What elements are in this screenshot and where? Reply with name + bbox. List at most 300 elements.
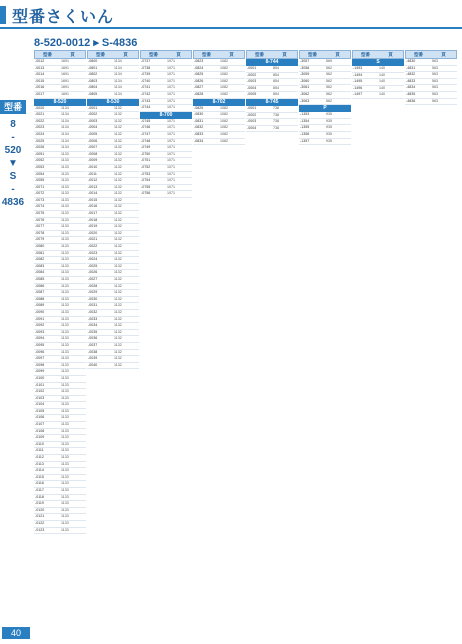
page-ref-cell: 1132 — [114, 131, 122, 136]
part-number-cell: -0007 — [88, 145, 98, 150]
table-row — [193, 79, 245, 86]
table-row — [352, 92, 404, 99]
section-header: 8-700 — [140, 112, 192, 119]
page-ref-cell: 1133 — [61, 488, 69, 492]
part-number-cell: -0100 — [35, 375, 45, 380]
page-ref-cell: 935 — [326, 138, 332, 143]
table-row — [34, 145, 86, 152]
page-ref-cell: 1082 — [220, 85, 228, 90]
page-ref-cell: 1071 — [167, 178, 175, 183]
table-row — [34, 277, 86, 284]
table-row — [246, 113, 298, 120]
page-ref-cell: 1134 — [114, 78, 122, 83]
page-ref-cell: 1082 — [220, 105, 228, 110]
section-header: P — [299, 105, 351, 112]
page-ref-cell: 1133 — [61, 244, 69, 249]
part-number-cell: -0003 — [247, 79, 257, 84]
index-range: 8-520-0012 ▸ S-4836 — [34, 37, 138, 49]
table-row — [299, 72, 351, 79]
page-ref-cell: 854 — [273, 79, 279, 84]
table-row — [87, 363, 139, 370]
part-number-cell: -0123 — [35, 527, 45, 532]
table-row — [87, 277, 139, 284]
page-ref-cell: 1132 — [114, 257, 122, 262]
page-ref-cell: 1133 — [61, 303, 69, 308]
part-number-cell: -0006 — [88, 138, 98, 143]
part-number-cell: -3062 — [300, 91, 310, 96]
part-number-cell: -0741 — [141, 85, 151, 90]
part-number-cell: -0021 — [35, 112, 45, 117]
table-row — [87, 317, 139, 324]
part-number-cell: -0092 — [35, 323, 45, 328]
page-ref-cell: 1134 — [61, 138, 69, 143]
page-ref-cell: 1133 — [61, 178, 69, 183]
part-number-cell: -0019 — [88, 224, 98, 229]
column-header-cell: 型番 — [149, 52, 158, 57]
page-ref-cell: 1071 — [167, 105, 175, 110]
page-ref-cell: 1071 — [167, 184, 175, 189]
part-number-cell: -0014 — [35, 72, 45, 77]
page-ref-cell: 140 — [379, 72, 385, 77]
part-number-cell: -0004 — [88, 125, 98, 130]
page-ref-cell: 1132 — [114, 171, 122, 176]
part-number-cell: -0072 — [35, 191, 45, 196]
side-range-mid: 520 — [4, 145, 22, 156]
part-number-cell: -0033 — [88, 316, 98, 321]
table-row — [193, 119, 245, 126]
table-row — [34, 501, 86, 508]
part-number-cell: -0737 — [141, 59, 151, 63]
part-number-cell: -0031 — [88, 303, 98, 308]
page-ref-cell: 1133 — [61, 296, 69, 301]
table-row — [34, 132, 86, 139]
part-number-cell: -0098 — [35, 362, 45, 367]
table-row — [140, 145, 192, 152]
table-row — [87, 79, 139, 86]
table-row — [405, 72, 457, 79]
part-number-cell: -0010 — [88, 164, 98, 169]
part-number-cell: -0743 — [141, 98, 151, 103]
table-row — [34, 317, 86, 324]
page-ref-cell: 1132 — [114, 224, 122, 229]
table-row — [34, 165, 86, 172]
part-number-cell: -0011 — [88, 171, 97, 176]
side-tab-label: 型番 — [0, 100, 26, 114]
section-header: 8-702 — [193, 99, 245, 106]
page-ref-cell: 563 — [432, 59, 438, 63]
part-number-cell: -0120 — [35, 507, 45, 512]
part-number-cell: -0121 — [35, 514, 45, 519]
part-number-cell: -4834 — [406, 85, 416, 90]
part-number-cell: -0002 — [247, 72, 257, 77]
page-ref-cell: 1133 — [61, 501, 69, 506]
table-row — [34, 224, 86, 231]
table-row — [34, 231, 86, 238]
part-number-cell: -0087 — [35, 290, 45, 295]
table-row — [140, 165, 192, 172]
part-number-cell: -0030 — [88, 296, 98, 301]
part-number-cell: -0750 — [141, 151, 151, 156]
page-ref-cell: 1133 — [61, 342, 69, 347]
page-ref-cell: 1071 — [167, 98, 175, 103]
part-number-cell: -0017 — [88, 211, 98, 216]
page-ref-cell: 1082 — [220, 118, 228, 123]
part-number-cell: -0001 — [247, 66, 257, 70]
part-number-cell: -0753 — [141, 171, 151, 176]
table-row — [193, 139, 245, 146]
part-number-cell: -0071 — [35, 184, 45, 189]
part-number-cell: -0122 — [35, 520, 45, 525]
part-number-cell: -1356 — [300, 131, 310, 136]
part-number-cell: -0020 — [35, 105, 45, 110]
table-row — [299, 139, 351, 146]
table-row — [34, 323, 86, 330]
page-ref-cell: 1132 — [114, 118, 122, 123]
part-number-cell: -4832 — [406, 72, 416, 77]
part-number-cell: -0834 — [194, 138, 204, 143]
part-number-cell: -0106 — [35, 415, 45, 420]
part-number-cell: -0833 — [194, 131, 204, 136]
page-ref-cell: 1691 — [61, 72, 69, 77]
part-number-cell: -0003 — [88, 118, 98, 123]
page-ref-cell: 1132 — [114, 217, 122, 222]
column-header — [87, 50, 139, 59]
page-ref-cell: 1082 — [220, 131, 228, 136]
table-row — [34, 178, 86, 185]
page-ref-cell: 1132 — [114, 237, 122, 242]
table-row — [34, 264, 86, 271]
part-number-cell: -1497 — [353, 92, 363, 97]
part-number-cell: -3061 — [300, 85, 310, 90]
table-row — [34, 442, 86, 449]
table-row — [246, 86, 298, 93]
page-ref-cell: 1133 — [61, 217, 69, 222]
page-ref-cell: 1133 — [61, 158, 69, 163]
table-row — [87, 66, 139, 73]
table-row — [87, 125, 139, 132]
table-row — [34, 383, 86, 390]
part-number-cell: -0089 — [35, 303, 45, 308]
page-ref-cell: 1132 — [114, 270, 122, 275]
column-header-cell: 型番 — [202, 52, 211, 57]
part-number-cell: -3063 — [300, 98, 310, 103]
table-row — [34, 284, 86, 291]
page-ref-cell: 1133 — [61, 435, 69, 440]
side-range-low: S — [9, 171, 17, 182]
part-number-cell: -0099 — [35, 369, 45, 374]
page-ref-cell: 1133 — [61, 356, 69, 361]
page-ref-cell: 1132 — [114, 290, 122, 295]
column-header — [246, 50, 298, 59]
table-row — [299, 132, 351, 139]
side-range-top: 8 — [10, 119, 16, 130]
table-row — [299, 119, 351, 126]
page-ref-cell: 1133 — [61, 402, 69, 407]
part-number-cell: -0051 — [35, 151, 45, 156]
page-ref-cell: 1133 — [61, 441, 69, 446]
column-header-cell: 型番 — [361, 52, 370, 57]
page-ref-cell: 1071 — [167, 164, 175, 169]
part-number-cell: -0085 — [35, 277, 45, 281]
page-ref-cell: 1082 — [220, 78, 228, 83]
page-ref-cell: 1133 — [61, 151, 69, 156]
table-row — [34, 204, 86, 211]
column-header-cell: 頁 — [123, 52, 128, 57]
table-row — [87, 297, 139, 304]
page-ref-cell: 1133 — [61, 164, 69, 169]
table-row — [87, 59, 139, 66]
table-row — [193, 106, 245, 113]
part-number-cell: -0116 — [35, 481, 44, 486]
page-ref-cell: 935 — [326, 125, 332, 130]
table-row — [140, 172, 192, 179]
table-row — [246, 126, 298, 133]
column-header-cell: 型番 — [96, 52, 105, 57]
table-row — [34, 191, 86, 198]
part-number-cell: -0004 — [247, 125, 257, 130]
table-row — [246, 119, 298, 126]
part-number-cell: -0012 — [88, 178, 98, 183]
side-range-dash1: - — [11, 132, 15, 143]
table-row — [34, 139, 86, 146]
table-row — [87, 330, 139, 337]
part-number-cell: -0025 — [88, 263, 98, 268]
part-number-cell: -0015 — [88, 197, 98, 202]
page-ref-cell: 1082 — [220, 125, 228, 130]
part-number-cell: -0035 — [88, 329, 98, 334]
part-number-cell: -0020 — [88, 230, 98, 235]
page-ref-cell: 1133 — [61, 197, 69, 202]
part-number-cell: -0744 — [141, 105, 151, 110]
part-number-cell: -0023 — [88, 250, 98, 255]
part-number-cell: -0084 — [35, 270, 45, 275]
table-row — [87, 218, 139, 225]
page-ref-cell: 1133 — [61, 250, 69, 255]
table-row — [34, 172, 86, 179]
table-row — [34, 389, 86, 396]
part-number-cell: -0739 — [141, 72, 151, 77]
page-ref-cell: 1133 — [61, 316, 69, 321]
page-ref-cell: 1132 — [114, 112, 122, 117]
part-number-cell: -0078 — [35, 230, 45, 235]
page-ref-cell: 1133 — [61, 382, 69, 387]
part-number-cell: -0054 — [35, 171, 45, 176]
index-column — [34, 50, 86, 622]
page-ref-cell: 1071 — [167, 138, 175, 143]
page-ref-cell: 935 — [326, 131, 332, 136]
page-ref-cell: 1691 — [61, 78, 69, 83]
part-number-cell: -0022 — [35, 118, 45, 123]
table-row — [87, 343, 139, 350]
index-column — [87, 50, 139, 622]
part-number-cell: -0829 — [194, 105, 204, 110]
table-row — [87, 145, 139, 152]
part-number-cell: -0024 — [88, 257, 98, 262]
part-number-cell: -0117 — [35, 488, 44, 492]
page-number: 40 — [2, 627, 30, 639]
table-row — [140, 125, 192, 132]
part-number-cell: -0738 — [141, 65, 151, 70]
table-row — [34, 237, 86, 244]
part-number-cell: -0107 — [35, 422, 45, 427]
part-number-cell: -0013 — [35, 65, 45, 70]
page-ref-cell: 1134 — [114, 91, 122, 96]
page-ref-cell: 1132 — [114, 296, 122, 301]
table-row — [34, 495, 86, 502]
table-row — [87, 257, 139, 264]
page-ref-cell: 1133 — [61, 323, 69, 328]
part-number-cell: -0082 — [35, 257, 45, 262]
column-header-cell: 頁 — [335, 52, 340, 57]
page-ref-cell: 1132 — [114, 336, 122, 341]
page-ref-cell: 854 — [273, 85, 279, 90]
page-ref-cell: 1691 — [61, 85, 69, 90]
page-ref-cell: 1134 — [61, 105, 69, 110]
table-row — [34, 396, 86, 403]
side-range-dash2: - — [11, 184, 15, 195]
table-row — [140, 99, 192, 106]
table-row — [34, 119, 86, 126]
page-ref-cell: 738 — [273, 125, 279, 130]
page-ref-cell: 1132 — [114, 250, 122, 255]
page-ref-cell: 1082 — [220, 91, 228, 96]
table-row — [34, 290, 86, 297]
page-ref-cell: 563 — [432, 65, 438, 70]
page-ref-cell: 1071 — [167, 91, 175, 96]
table-row — [34, 336, 86, 343]
table-row — [87, 310, 139, 317]
page-ref-cell: 935 — [326, 118, 332, 123]
page-ref-cell: 1071 — [167, 118, 175, 123]
part-number-cell: -0831 — [194, 118, 204, 123]
column-header-cell: 頁 — [388, 52, 393, 57]
page-ref-cell: 1133 — [61, 468, 69, 473]
table-row — [87, 185, 139, 192]
part-number-cell: -0756 — [141, 191, 151, 196]
page-ref-cell: 1132 — [114, 356, 122, 361]
part-number-cell: -0751 — [141, 158, 151, 163]
table-row — [34, 508, 86, 515]
page-ref-cell: 1133 — [61, 257, 69, 262]
page-ref-cell: 563 — [432, 78, 438, 83]
part-number-cell: -0749 — [141, 145, 151, 150]
page-ref-cell: 738 — [273, 119, 279, 124]
page-ref-cell: 1133 — [61, 448, 69, 453]
table-row — [193, 72, 245, 79]
footer — [0, 626, 462, 640]
page-ref-cell: 1133 — [61, 474, 69, 479]
table-row — [87, 323, 139, 330]
table-row — [87, 198, 139, 205]
table-row — [34, 152, 86, 159]
table-row — [34, 270, 86, 277]
table-row — [34, 257, 86, 264]
part-number-cell: -1355 — [300, 125, 310, 130]
column-header — [405, 50, 457, 59]
title-bar — [0, 0, 462, 30]
page-ref-cell: 1071 — [167, 72, 175, 77]
column-header-cell: 型番 — [414, 52, 423, 57]
table-row — [246, 73, 298, 80]
part-number-cell: -0746 — [141, 125, 151, 130]
table-row — [299, 112, 351, 119]
table-row — [87, 85, 139, 92]
table-row — [299, 85, 351, 92]
column-header-cell: 頁 — [176, 52, 181, 57]
page-ref-cell: 738 — [273, 105, 279, 110]
table-row — [34, 402, 86, 409]
table-row — [352, 79, 404, 86]
page-ref-cell: 1134 — [114, 65, 122, 70]
table-row — [299, 66, 351, 73]
page-ref-cell: 1071 — [167, 158, 175, 163]
page-ref-cell: 562 — [326, 72, 332, 77]
table-row — [87, 132, 139, 139]
table-row — [34, 303, 86, 310]
part-number-cell: -0104 — [35, 402, 45, 407]
part-number-cell: -0115 — [35, 474, 44, 479]
page-ref-cell: 1132 — [114, 211, 122, 216]
column-header — [193, 50, 245, 59]
part-number-cell: -0001 — [247, 105, 257, 110]
page-ref-cell: 1133 — [61, 224, 69, 229]
part-number-cell: -0009 — [88, 158, 98, 163]
part-number-cell: -0094 — [35, 336, 45, 341]
page-ref-cell: 1082 — [220, 138, 228, 143]
page-ref-cell: 1133 — [61, 527, 69, 532]
part-number-cell: -0039 — [88, 356, 98, 361]
part-number-cell: -0036 — [88, 336, 98, 341]
table-row — [34, 112, 86, 119]
table-row — [34, 106, 86, 113]
part-number-cell: -0804 — [88, 85, 98, 90]
page-ref-cell: 1133 — [61, 375, 69, 380]
part-number-cell: -0026 — [35, 145, 45, 150]
page-ref-cell: 1132 — [114, 342, 122, 347]
column-header — [299, 50, 351, 59]
part-number-cell: -0097 — [35, 356, 45, 361]
part-number-cell: -0109 — [35, 435, 45, 440]
column-header-cell: 頁 — [70, 52, 75, 57]
table-row — [405, 59, 457, 66]
table-row — [87, 106, 139, 113]
page-ref-cell: 1132 — [114, 316, 122, 321]
part-number-cell: -0027 — [88, 277, 98, 281]
page-ref-cell: 1133 — [61, 204, 69, 209]
part-number-cell: -0024 — [35, 131, 45, 136]
page-ref-cell: 562 — [326, 85, 332, 90]
table-row — [87, 290, 139, 297]
index-column — [405, 50, 457, 622]
section-header: 8-520 — [34, 99, 86, 106]
side-range — [1, 118, 25, 209]
page-ref-cell: 563 — [432, 98, 438, 103]
part-number-cell: -0740 — [141, 78, 151, 83]
table-row — [140, 191, 192, 198]
page-ref-cell: 1133 — [61, 415, 69, 420]
page-ref-cell: 1132 — [114, 323, 122, 328]
index-column — [299, 50, 351, 622]
part-number-cell: -0090 — [35, 309, 45, 314]
part-number-cell: -3057 — [300, 59, 310, 63]
part-number-cell: -0053 — [35, 164, 45, 169]
page-ref-cell: 1134 — [61, 125, 69, 130]
part-number-cell: -1496 — [353, 85, 363, 90]
table-row — [246, 66, 298, 73]
page-ref-cell: 1071 — [167, 125, 175, 130]
page-ref-cell: 1132 — [114, 263, 122, 268]
part-number-cell: -0088 — [35, 296, 45, 301]
